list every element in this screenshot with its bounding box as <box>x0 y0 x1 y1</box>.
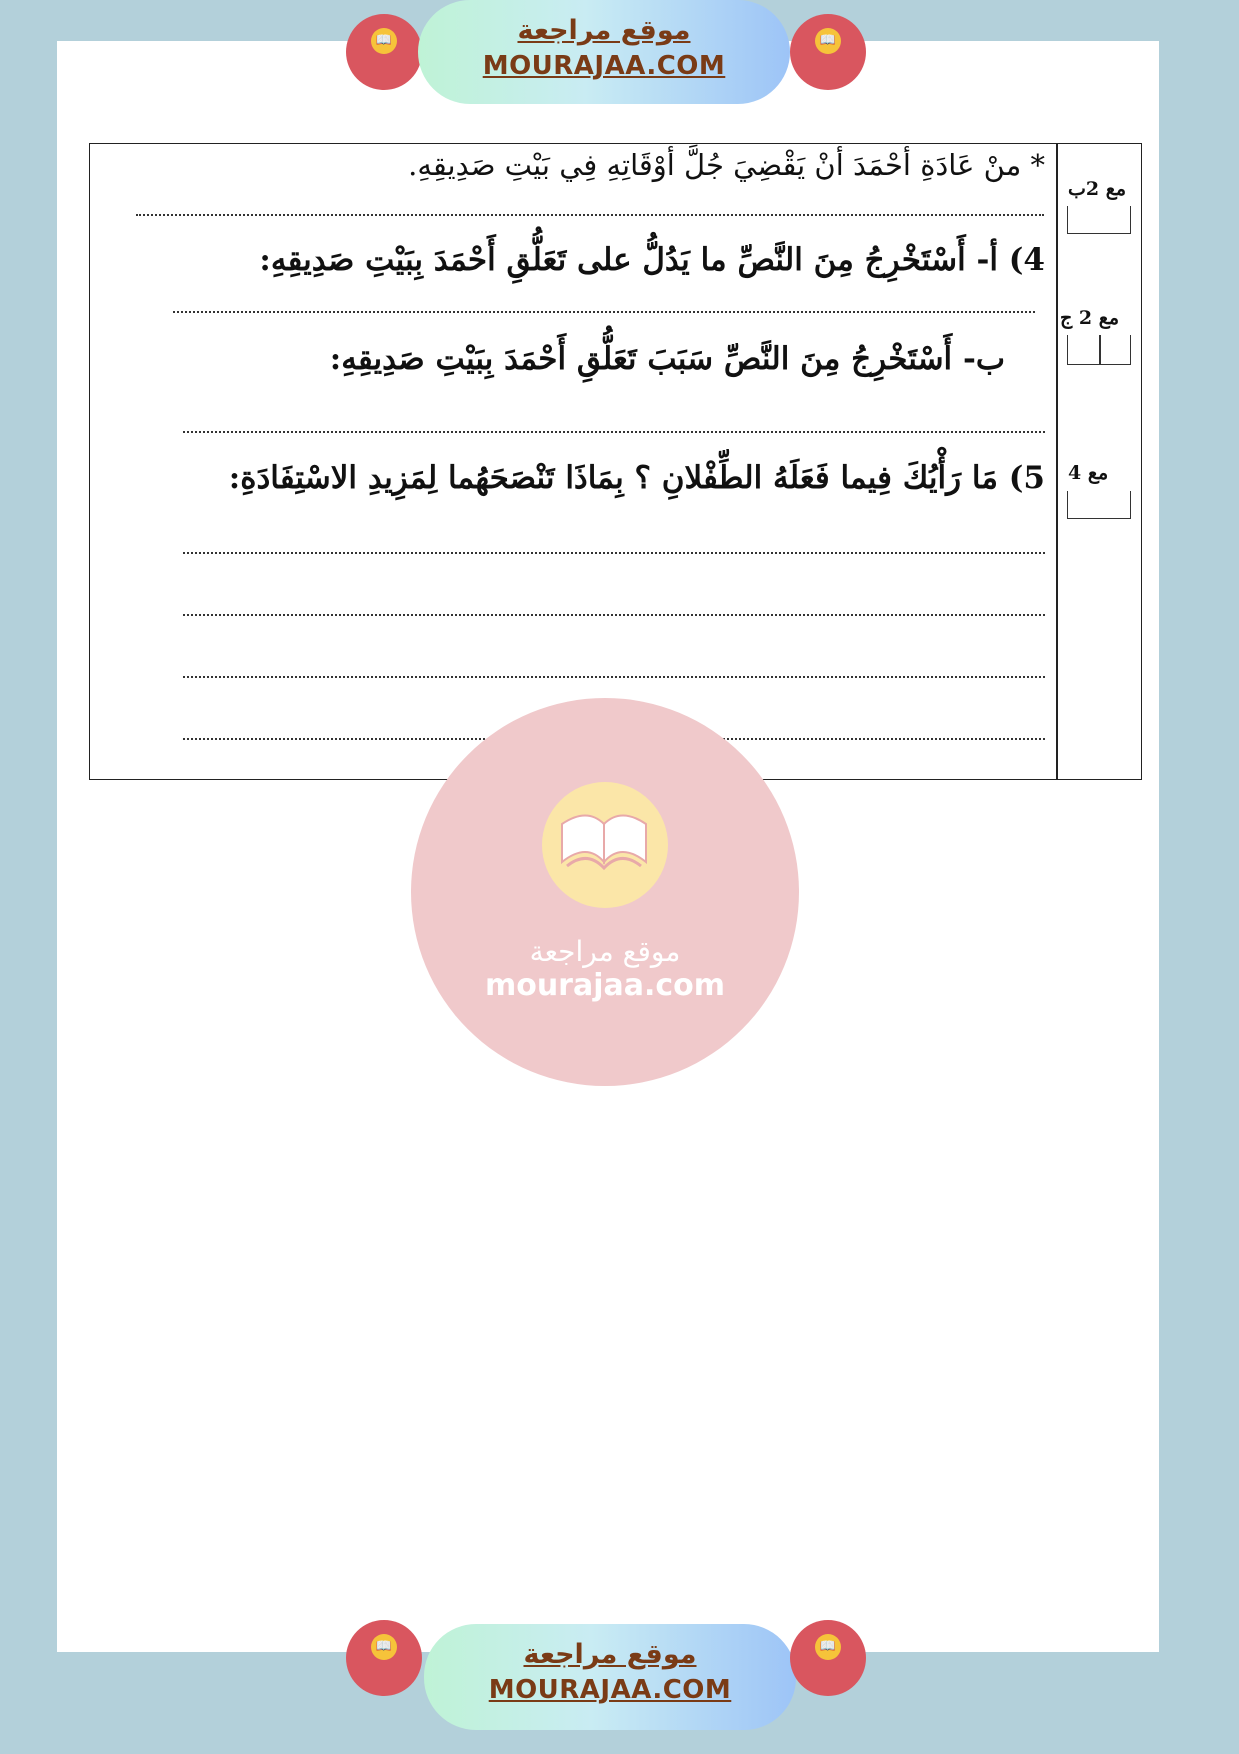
footer-badge-right <box>790 1620 866 1696</box>
footer-site-ar: موقع مراجعة <box>523 1639 697 1670</box>
question-4b: ب- أَسْتَخْرِجُ مِنَ النَّصِّ سَبَبَ تَعَلُّقِ أَحْمَدَ بِبَيْتِ صَدِيقِهِ: <box>329 341 1005 377</box>
answer-line-4[interactable] <box>183 552 1045 554</box>
book-icon: 📖 <box>371 1634 397 1660</box>
footer-site-en: MOURAJAA.COM <box>488 1675 732 1705</box>
context-sentence: * منْ عَادَةِ أحْمَدَ أنْ يَقْضِيَ جُلَّ أوْقَاتِهِ فِي بَيْتِ صَدِيقِهِ. <box>408 148 1045 182</box>
answer-line-1[interactable] <box>136 214 1044 216</box>
score-label-2: مع 2 ج <box>1060 307 1120 329</box>
header-badge-right <box>790 14 866 90</box>
score-label-3: مع 4 <box>1068 462 1109 484</box>
watermark-en: mourajaa.com <box>484 968 726 1003</box>
question-5: 5) مَا رَأْيُكَ فِيما فَعَلَهُ الطِّفْلانِ ؟ بِمَاذَا تَنْصَحَهُما لِمَزِيدِ الاسْتِفَادَةِ: <box>228 460 1045 496</box>
question-4a: 4) أ- أَسْتَخْرِجُ مِنَ النَّصِّ ما يَدُلُّ على تَعَلُّقِ أَحْمَدَ بِبَيْتِ صَدِيقِهِ: <box>259 242 1045 278</box>
watermark-ar: موقع مراجعة <box>529 935 681 968</box>
score-box-3[interactable] <box>1067 491 1131 519</box>
exercise-table <box>89 143 1142 780</box>
footer-badge-left <box>346 1620 422 1696</box>
book-icon: 📖 <box>815 28 841 54</box>
answer-line-2[interactable] <box>173 311 1035 313</box>
open-book-icon <box>542 782 668 908</box>
header-site-ar: موقع مراجعة <box>517 15 691 46</box>
score-box-2[interactable] <box>1067 335 1131 365</box>
answer-line-3[interactable] <box>183 431 1045 433</box>
book-icon: 📖 <box>815 1634 841 1660</box>
open-book-svg <box>542 782 668 908</box>
watermark <box>411 698 799 1086</box>
header-site-en: MOURAJAA.COM <box>482 51 726 81</box>
answer-line-5[interactable] <box>183 614 1045 616</box>
score-column-divider <box>1056 144 1058 779</box>
book-icon: 📖 <box>371 28 397 54</box>
answer-line-6[interactable] <box>183 676 1045 678</box>
score-box-1[interactable] <box>1067 206 1131 234</box>
header-badge-left <box>346 14 422 90</box>
score-box-2-divider <box>1099 335 1101 364</box>
score-label-1: مع 2ب <box>1068 178 1127 200</box>
header-banner[interactable] <box>418 0 790 104</box>
footer-banner[interactable] <box>424 1624 796 1730</box>
